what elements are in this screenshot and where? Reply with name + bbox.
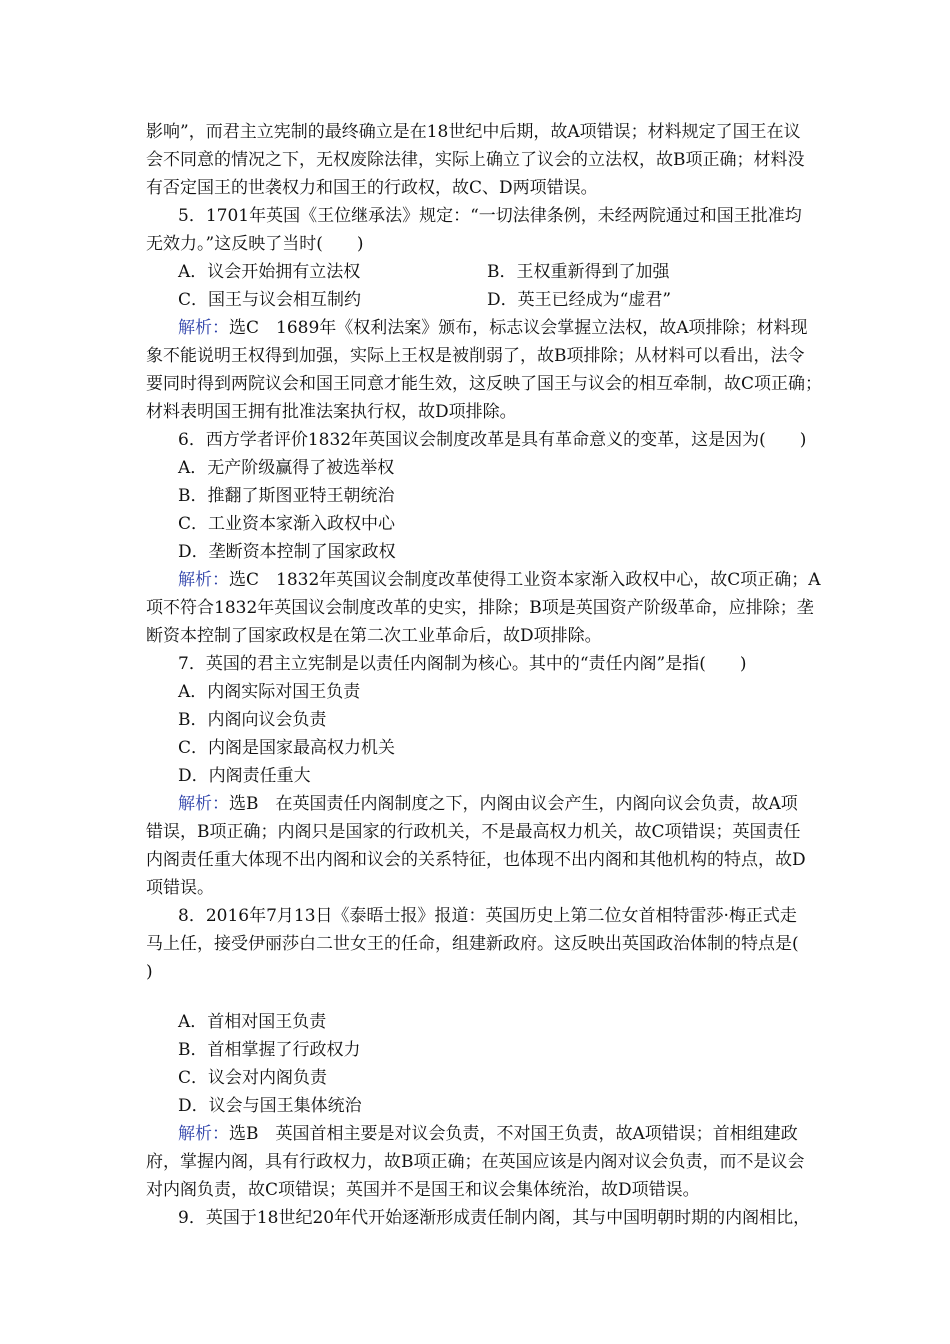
question-7-analysis bbox=[178, 792, 798, 816]
analysis-label: 解析： bbox=[178, 1124, 229, 1144]
question-8-option-a: A．首相对国王负责 bbox=[178, 1012, 327, 1032]
question-8-analysis: 府，掌握内阁，具有行政权力，故B项正确；在英国应该是内阁对议会负责，而不是议会 bbox=[146, 1152, 805, 1172]
question-5-analysis: 象不能说明王权得到加强，实际上王权是被削弱了，故B项排除；从材料可以看出，法令 bbox=[146, 346, 805, 366]
analysis-label: 解析： bbox=[178, 570, 229, 590]
analysis-text: 选C 1832年英国议会制度改革使得工业资本家渐入政权中心，故C项正确；A bbox=[229, 570, 821, 590]
question-7-analysis: 项错误。 bbox=[146, 878, 214, 898]
question-7-option-b: B．内阁向议会负责 bbox=[178, 710, 327, 730]
question-7-analysis: 错误，B项正确；内阁只是国家的行政机关，不是最高权力机关，故C项错误；英国责任 bbox=[146, 822, 801, 842]
question-8-option-c: C．议会对内阁负责 bbox=[178, 1068, 328, 1088]
analysis-label: 解析： bbox=[178, 318, 229, 338]
analysis-text: 选B 英国首相主要是对议会负责，不对国王负责，故A项错误；首相组建政 bbox=[229, 1124, 798, 1144]
question-9-stem: 9．英国于18世纪20年代开始逐渐形成责任制内阁，其与中国明朝时期的内阁相比， bbox=[178, 1208, 811, 1228]
question-7-analysis: 内阁责任重大体现不出内阁和议会的关系特征，也体现不出内阁和其他机构的特点，故D bbox=[146, 850, 806, 870]
question-8-analysis: 对内阁负责，故C项错误；英国并不是国王和议会集体统治，故D项错误。 bbox=[146, 1180, 700, 1200]
question-8-stem: ) bbox=[146, 962, 153, 982]
question-8-option-b: B．首相掌握了行政权力 bbox=[178, 1040, 361, 1060]
question-8-option-d: D．议会与国王集体统治 bbox=[178, 1096, 362, 1116]
question-6-option-b: B．推翻了斯图亚特王朝统治 bbox=[178, 486, 395, 506]
question-7-stem: 7．英国的君主立宪制是以责任内阁制为核心。其中的“责任内阁”是指( ) bbox=[178, 654, 747, 674]
question-5-option-c: C．国王与议会相互制约 bbox=[178, 290, 362, 310]
question-8-stem: 马上任，接受伊丽莎白二世女王的任命，组建新政府。这反映出英国政治体制的特点是( bbox=[146, 934, 799, 954]
question-8-analysis bbox=[178, 1122, 798, 1146]
analysis-text: 选C 1689年《权利法案》颁布，标志议会掌握立法权，故A项排除；材料现 bbox=[229, 318, 808, 338]
question-7-option-d: D．内阁责任重大 bbox=[178, 766, 311, 786]
question-5-option-b: B．王权重新得到了加强 bbox=[487, 262, 670, 282]
question-6-stem: 6．西方学者评价1832年英国议会制度改革是具有革命意义的变革，这是因为( ) bbox=[178, 430, 807, 450]
question-7-option-a: A．内阁实际对国王负责 bbox=[178, 682, 361, 702]
question-5-analysis: 材料表明国王拥有批准法案执行权，故D项排除。 bbox=[146, 402, 517, 422]
question-5-analysis bbox=[178, 316, 808, 340]
question-5-option-a: A．议会开始拥有立法权 bbox=[178, 262, 361, 282]
question-6-analysis: 项不符合1832年英国议会制度改革的史实，排除；B项是英国资产阶级革命，应排除；垄 bbox=[146, 598, 814, 618]
question-6-option-d: D．垄断资本控制了国家政权 bbox=[178, 542, 396, 562]
text-line: 会不同意的情况之下，无权废除法律，实际上确立了议会的立法权，故B项正确；材料没 bbox=[146, 150, 805, 170]
analysis-label: 解析： bbox=[178, 794, 229, 814]
question-5-option-d: D．英王已经成为“虚君” bbox=[487, 290, 672, 310]
question-5-stem: 无效力。”这反映了当时( ) bbox=[146, 234, 364, 254]
analysis-text: 选B 在英国责任内阁制度之下，内阁由议会产生，内阁向议会负责，故A项 bbox=[229, 794, 798, 814]
question-6-analysis bbox=[178, 568, 821, 592]
question-6-analysis: 断资本控制了国家政权是在第二次工业革命后，故D项排除。 bbox=[146, 626, 602, 646]
text-line: 有否定国王的世袭权力和国王的行政权，故C、D两项错误。 bbox=[146, 178, 598, 198]
question-7-option-c: C．内阁是国家最高权力机关 bbox=[178, 738, 396, 758]
question-5-stem: 5．1701年英国《王位继承法》规定：“一切法律条例，未经两院通过和国王批准均 bbox=[178, 206, 802, 226]
question-6-option-c: C．工业资本家渐入政权中心 bbox=[178, 514, 396, 534]
question-8-stem: 8．2016年7月13日《泰晤士报》报道：英国历史上第二位女首相特雷莎·梅正式走 bbox=[178, 906, 797, 926]
question-5-analysis: 要同时得到两院议会和国王同意才能生效，这反映了国王与议会的相互牵制，故C项正确； bbox=[146, 374, 823, 394]
question-6-option-a: A．无产阶级赢得了被选举权 bbox=[178, 458, 395, 478]
text-line: 影响”，而君主立宪制的最终确立是在18世纪中后期，故A项错误；材料规定了国王在议 bbox=[146, 122, 801, 142]
